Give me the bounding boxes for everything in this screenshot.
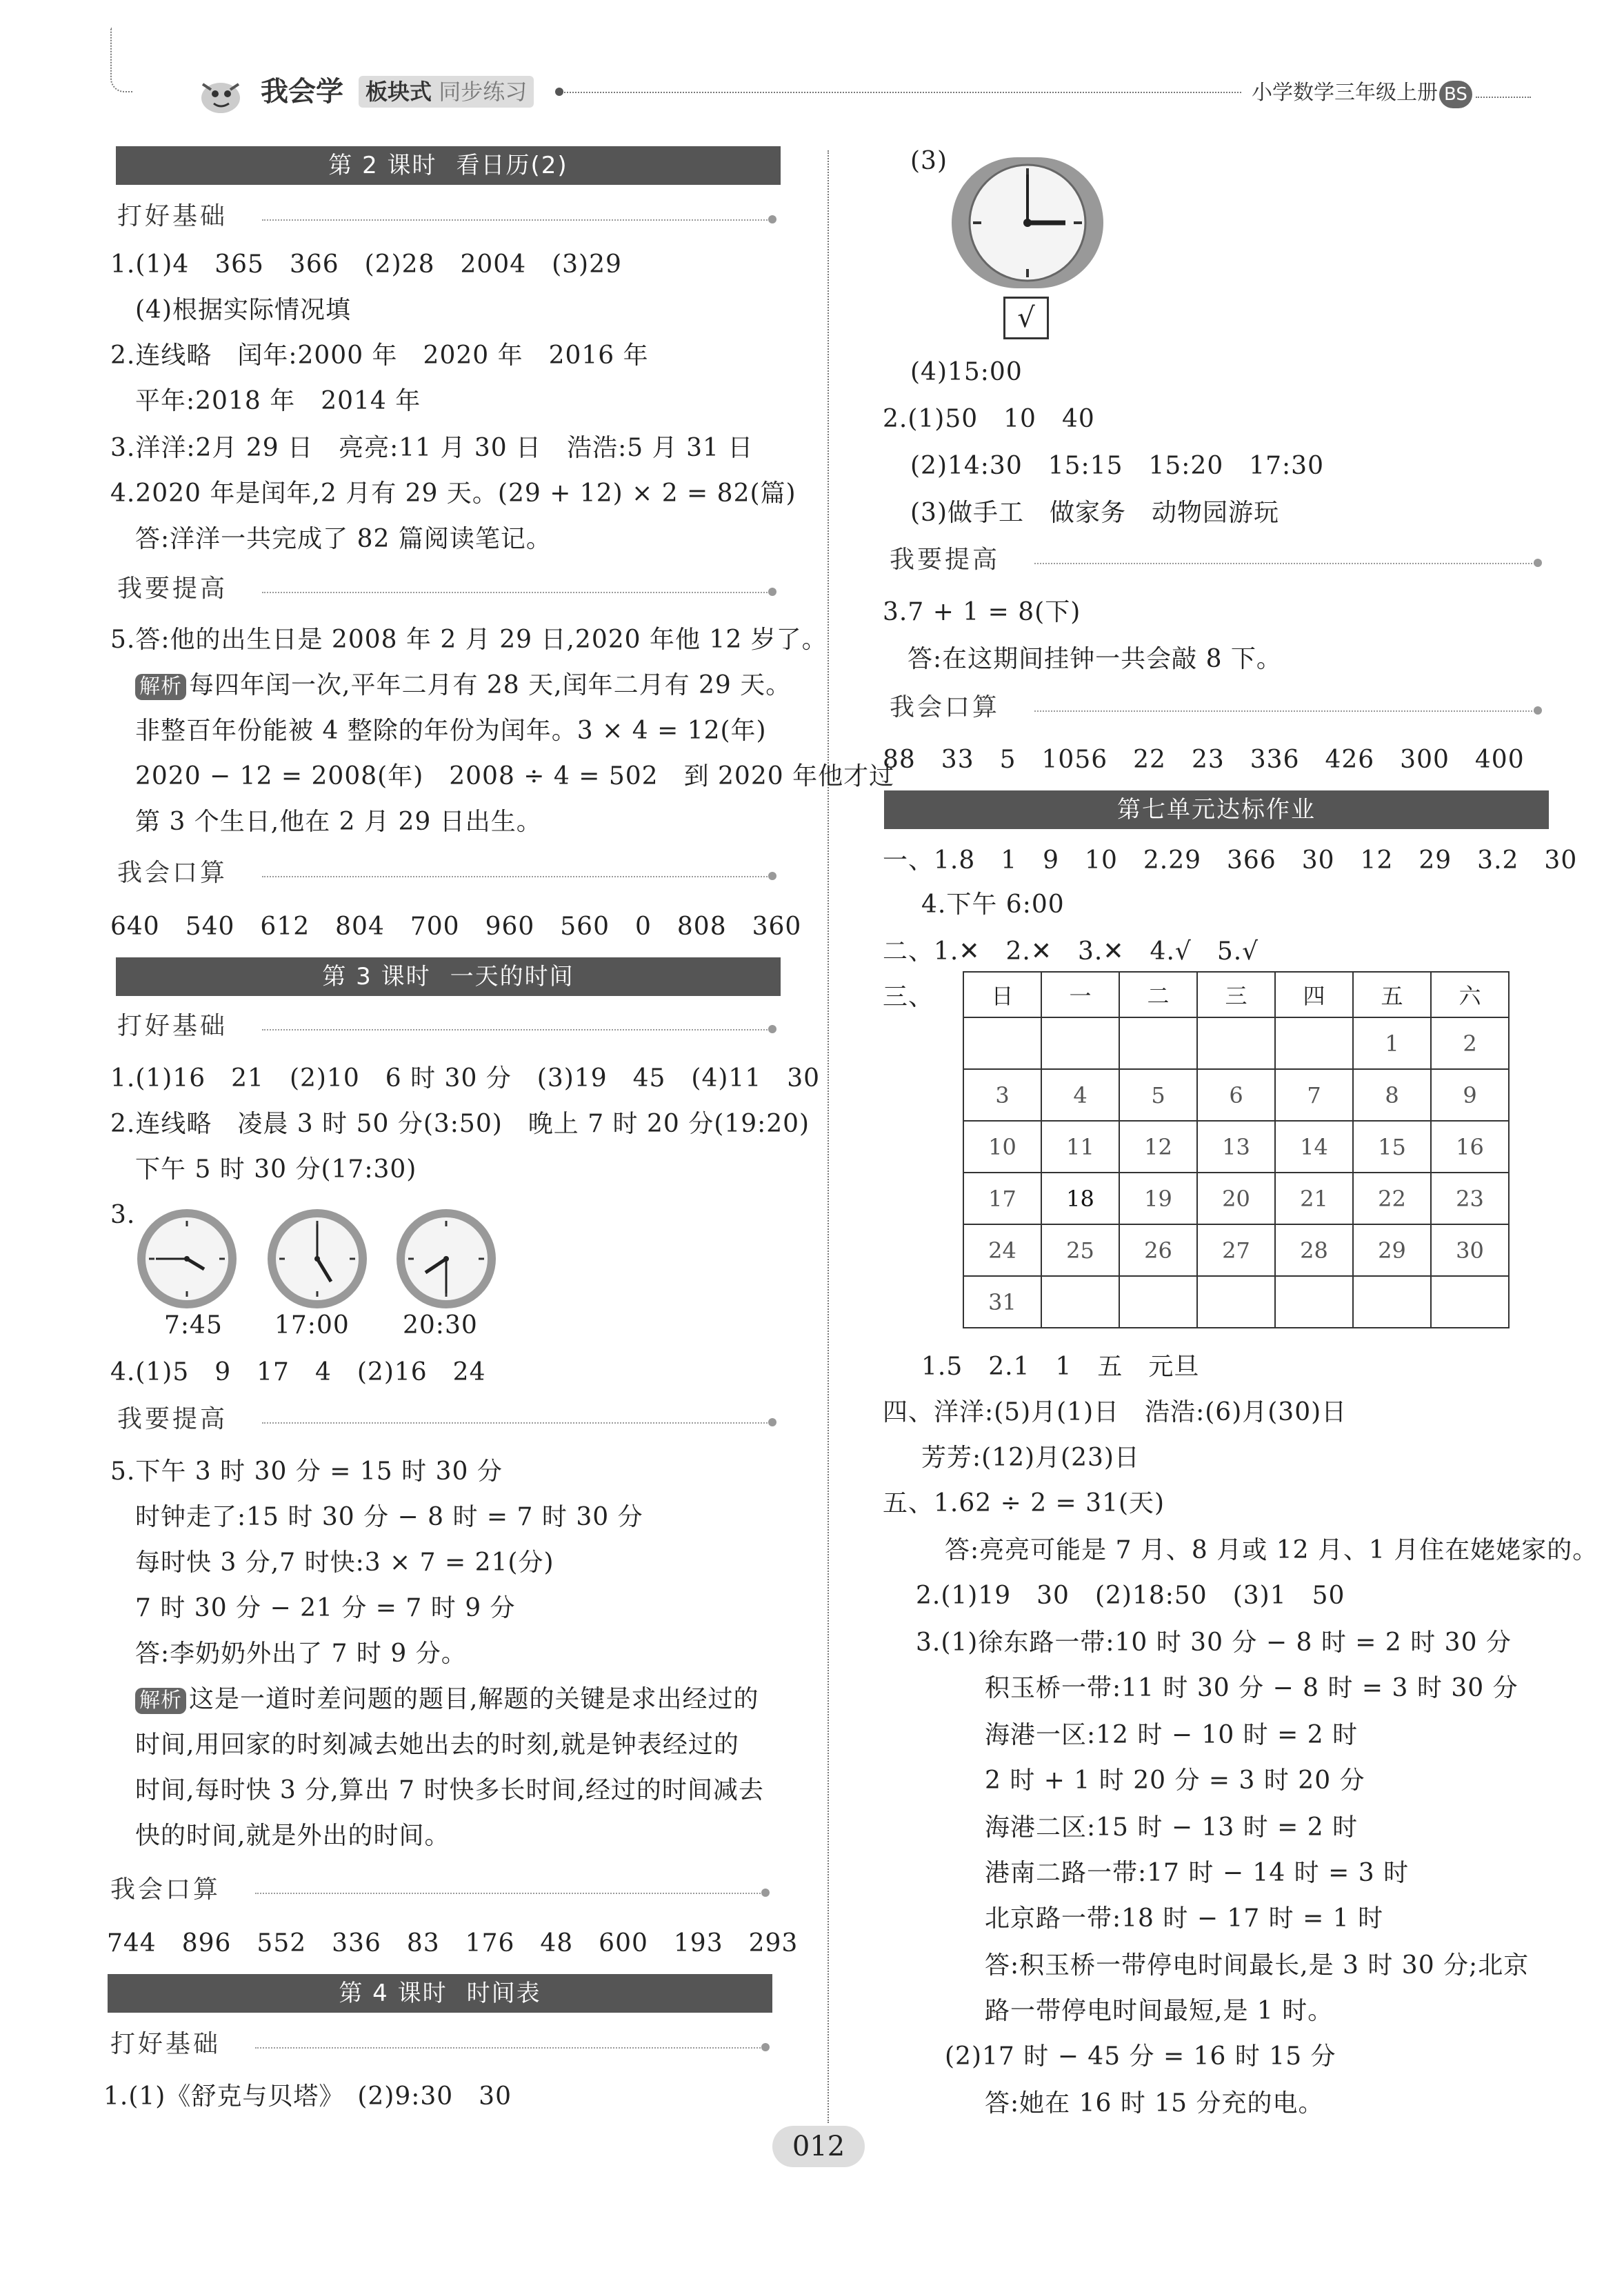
u-p2: 二、1.✕ 2.✕ 3.✕ 4.√ 5.√ xyxy=(883,937,1259,966)
clock-face xyxy=(135,1207,239,1313)
section-improve: 我要提高 xyxy=(890,546,1001,574)
lesson2-title-name: 看日历(2) xyxy=(456,152,568,179)
calendar-head-cell: 六 xyxy=(1431,972,1509,1017)
calendar-cell xyxy=(1197,1276,1275,1328)
l2-analysis-line3: 2020 − 12 = 2008(年) 2008 ÷ 4 = 502 到 2020 年他才过 xyxy=(135,762,895,790)
clock-label: 20:30 xyxy=(403,1311,478,1339)
section-dot xyxy=(768,872,776,880)
calendar-head-cell: 四 xyxy=(1275,972,1353,1017)
u-p5n: 答:她在 16 时 15 分充的电。 xyxy=(985,2089,1324,2118)
edition-badge: BS xyxy=(1439,81,1472,108)
clock-1700-icon xyxy=(265,1207,369,1311)
calendar-cell: 26 xyxy=(1119,1224,1197,1276)
subject-label: 小学数学三年级上册 xyxy=(1252,81,1438,105)
l3-analysis-line2: 时间,用回家的时刻减去她出去的时刻,就是钟表经过的 xyxy=(135,1731,739,1759)
u-p5h: 海港二区:15 时 − 13 时 = 2 时 xyxy=(985,1813,1359,1842)
calendar-cell: 20 xyxy=(1197,1173,1275,1224)
calendar-head-cell: 一 xyxy=(1041,972,1119,1017)
section-dot xyxy=(761,2043,770,2051)
l2-q1b: (4)根据实际情况填 xyxy=(135,296,351,324)
r-oral: 88 33 5 1056 22 23 336 426 300 400 xyxy=(883,746,1525,774)
l3-q2a: 2.连线略 凌晨 3 时 50 分(3:50) 晚上 7 时 20 分(19:20) xyxy=(110,1110,810,1138)
l3-analysis-line1 xyxy=(135,1684,759,1715)
section-dot xyxy=(768,215,776,223)
section-improve: 我要提高 xyxy=(117,575,228,603)
section-basics: 打好基础 xyxy=(117,202,228,230)
column-divider xyxy=(828,150,829,2123)
unit7-title: 第七单元达标作业 xyxy=(1117,796,1316,824)
l3-q5e: 答:李奶奶外出了 7 时 9 分。 xyxy=(135,1640,467,1668)
section-dot xyxy=(768,1418,776,1426)
section-basics: 打好基础 xyxy=(110,2030,221,2058)
u-p5i: 港南二路一带:17 时 − 14 时 = 3 时 xyxy=(985,1859,1410,1887)
l3-analysis-line3: 时间,每时快 3 分,算出 7 时快多长时间,经过的时间减去 xyxy=(135,1776,764,1804)
lesson4-title-num: 第 4 课时 xyxy=(339,1980,448,2007)
brand-title: 我会学 xyxy=(261,76,343,108)
u-p5j: 北京路一带:18 时 − 17 时 = 1 时 xyxy=(985,1904,1384,1933)
calendar-cell: 16 xyxy=(1431,1121,1509,1173)
clock-label: 17:00 xyxy=(274,1311,350,1339)
section-rule xyxy=(1034,563,1538,564)
section-oral: 我会口算 xyxy=(110,1875,221,1904)
u-p5e: 积玉桥一带:11 时 30 分 − 8 时 = 3 时 30 分 xyxy=(985,1674,1518,1702)
r-q3b: 答:在这期间挂钟一共会敲 8 下。 xyxy=(908,645,1282,673)
calendar-row xyxy=(963,1069,1509,1121)
lesson2-title-band xyxy=(116,146,781,185)
calendar-cell: 2 xyxy=(1431,1017,1509,1069)
u-p4b: 芳芳:(12)月(23)日 xyxy=(921,1444,1140,1472)
calendar-head-cell: 五 xyxy=(1353,972,1431,1017)
clock-face xyxy=(265,1207,369,1313)
calendar-cell xyxy=(1197,1017,1275,1069)
analysis-tag: 解析 xyxy=(135,1688,186,1714)
calendar-cell: 13 xyxy=(1197,1121,1275,1173)
u-p1b: 4.下午 6:00 xyxy=(921,890,1065,919)
clock-745-icon xyxy=(135,1207,239,1311)
calendar-cell xyxy=(1353,1276,1431,1328)
r-q3-label: (3) xyxy=(910,147,948,175)
calendar-cell: 3 xyxy=(963,1069,1041,1121)
r-q2c: (3)做手工 做家务 动物园游玩 xyxy=(910,499,1279,527)
u-p3b: 1.5 2.1 1 五 元旦 xyxy=(921,1353,1200,1381)
l2-q2a: 2.连线略 闰年:2000 年 2020 年 2016 年 xyxy=(110,341,649,370)
section-rule xyxy=(262,1029,772,1030)
u-p1a: 一、1.8 1 9 10 2.29 366 30 12 29 3.2 30 xyxy=(883,846,1578,875)
l3-analysis-text1: 这是一道时差问题的题目,解题的关键是求出经过的 xyxy=(189,1685,759,1713)
section-oral: 我会口算 xyxy=(890,693,1001,721)
series-subtitle: 同步练习 xyxy=(439,79,528,105)
u-p5k: 答:积玉桥一带停电时间最长,是 3 时 30 分;北京 xyxy=(985,1951,1530,1980)
calendar-cell: 8 xyxy=(1353,1069,1431,1121)
l3-q3: 3. xyxy=(110,1201,136,1229)
l3-analysis-line4: 快的时间,就是外出的时间。 xyxy=(135,1822,450,1850)
lesson3-title-num: 第 3 课时 xyxy=(322,963,431,990)
calendar-cell: 30 xyxy=(1431,1224,1509,1276)
large-clock xyxy=(945,150,1110,298)
section-rule xyxy=(262,1422,772,1424)
section-rule xyxy=(262,876,772,877)
calendar-cell: 4 xyxy=(1041,1069,1119,1121)
calendar-cell: 5 xyxy=(1119,1069,1197,1121)
l2-q4b: 答:洋洋一共完成了 82 篇阅读笔记。 xyxy=(135,525,552,553)
section-dot xyxy=(761,1889,770,1897)
u-p5a: 五、1.62 ÷ 2 = 31(天) xyxy=(883,1489,1165,1517)
calendar-head-cell: 三 xyxy=(1197,972,1275,1017)
calendar-row xyxy=(963,1276,1509,1328)
l2-q3: 3.洋洋:2月 29 日 亮亮:11 月 30 日 浩浩:5 月 31 日 xyxy=(110,434,754,462)
u-p4a: 四、洋洋:(5)月(1)日 浩浩:(6)月(30)日 xyxy=(883,1398,1347,1426)
calendar-cell: 7 xyxy=(1275,1069,1353,1121)
calendar-cell xyxy=(1041,1017,1119,1069)
section-oral: 我会口算 xyxy=(117,859,228,887)
u-p5g: 2 时 + 1 时 20 分 = 3 时 20 分 xyxy=(985,1766,1365,1795)
calendar-row xyxy=(963,1017,1509,1069)
calendar-cell: 14 xyxy=(1275,1121,1353,1173)
section-dot xyxy=(1534,706,1542,715)
clock-2030-icon xyxy=(394,1207,498,1311)
calendar-cell: 28 xyxy=(1275,1224,1353,1276)
u-p3: 三、 xyxy=(883,983,934,1011)
section-improve: 我要提高 xyxy=(117,1405,228,1433)
lesson4-title-name: 时间表 xyxy=(466,1980,541,2007)
header-rule-left xyxy=(559,92,1241,93)
u-p5d: 3.(1)徐东路一带:10 时 30 分 − 8 时 = 2 时 30 分 xyxy=(916,1628,1512,1657)
calendar-cell: 10 xyxy=(963,1121,1041,1173)
calendar-row xyxy=(963,1121,1509,1173)
calendar-cell: 29 xyxy=(1353,1224,1431,1276)
r-q2b: (2)14:30 15:15 15:20 17:30 xyxy=(910,452,1324,480)
l3-q5a: 5.下午 3 时 30 分 = 15 时 30 分 xyxy=(110,1457,503,1486)
calendar-cell xyxy=(963,1017,1041,1069)
unit7-title-band xyxy=(884,790,1549,829)
calendar-cell xyxy=(1119,1017,1197,1069)
calendar-cell: 17 xyxy=(963,1173,1041,1224)
calendar-cell: 18 xyxy=(1041,1173,1119,1224)
section-rule xyxy=(255,1893,765,1894)
calendar-cell: 24 xyxy=(963,1224,1041,1276)
l2-analysis-line4: 第 3 个生日,他在 2 月 29 日出生。 xyxy=(135,808,542,836)
l2-analysis-line1 xyxy=(135,670,791,701)
calendar-head-cell: 二 xyxy=(1119,972,1197,1017)
l2-analysis-text1: 每四年闰一次,平年二月有 28 天,闰年二月有 29 天。 xyxy=(189,671,792,699)
calendar-cell xyxy=(1041,1276,1119,1328)
calendar-cell: 9 xyxy=(1431,1069,1509,1121)
calendar-cell: 15 xyxy=(1353,1121,1431,1173)
calendar-cell: 6 xyxy=(1197,1069,1275,1121)
mascot-icon xyxy=(193,74,248,116)
l3-q5b: 时钟走了:15 时 30 分 − 8 时 = 7 时 30 分 xyxy=(135,1503,643,1531)
calendar-head-cell: 日 xyxy=(963,972,1041,1017)
calendar-table xyxy=(963,971,1510,1328)
section-dot xyxy=(768,1025,776,1033)
calendar-cell: 11 xyxy=(1041,1121,1119,1173)
calendar-cell xyxy=(1119,1276,1197,1328)
section-basics: 打好基础 xyxy=(117,1012,228,1040)
section-rule xyxy=(262,219,772,221)
lesson3-title-band xyxy=(116,957,781,996)
answer-check-box: √ xyxy=(1003,297,1049,339)
l2-analysis-line2: 非整百年份能被 4 整除的年份为闰年。3 × 4 = 12(年) xyxy=(135,717,767,745)
page-number: 012 xyxy=(772,2126,865,2167)
l2-q5: 5.答:他的出生日是 2008 年 2 月 29 日,2020 年他 12 岁了。 xyxy=(110,626,828,654)
series-title: 板块式 xyxy=(365,79,432,105)
clock-label: 7:45 xyxy=(164,1311,223,1339)
lesson4-title-band xyxy=(108,1974,772,2013)
l3-q4: 4.(1)5 9 17 4 (2)16 24 xyxy=(110,1358,486,1386)
l3-q5d: 7 时 30 分 − 21 分 = 7 时 9 分 xyxy=(135,1594,516,1622)
u-p5l: 路一带停电时间最短,是 1 时。 xyxy=(985,1997,1334,2025)
calendar-cell xyxy=(1431,1276,1509,1328)
calendar-cell: 25 xyxy=(1041,1224,1119,1276)
l4-q1: 1.(1)《舒克与贝塔》 (2)9:30 30 xyxy=(103,2082,512,2111)
r-q4: (4)15:00 xyxy=(910,358,1023,386)
l2-q1a: 1.(1)4 365 366 (2)28 2004 (3)29 xyxy=(110,250,622,279)
analysis-tag: 解析 xyxy=(135,674,186,700)
header-dot xyxy=(555,88,563,96)
section-dot xyxy=(768,588,776,596)
section-rule xyxy=(255,2047,765,2049)
calendar-cell: 21 xyxy=(1275,1173,1353,1224)
u-p5c: 2.(1)19 30 (2)18:50 (3)1 50 xyxy=(916,1582,1345,1610)
u-p5m: (2)17 时 − 45 分 = 16 时 15 分 xyxy=(945,2042,1336,2071)
series-badge xyxy=(359,76,534,108)
section-dot xyxy=(1534,559,1542,567)
section-rule xyxy=(1034,710,1538,712)
u-p5f: 海港一区:12 时 − 10 时 = 2 时 xyxy=(985,1721,1359,1749)
section-rule xyxy=(262,592,772,593)
lesson2-title-num: 第 2 课时 xyxy=(328,152,437,179)
lesson3-title-name: 一天的时间 xyxy=(450,963,574,990)
l3-q5c: 每时快 3 分,7 时快:3 × 7 = 21(分) xyxy=(135,1548,554,1577)
calendar-row xyxy=(963,1173,1509,1224)
calendar-cell: 31 xyxy=(963,1276,1041,1328)
l3-q1: 1.(1)16 21 (2)10 6 时 30 分 (3)19 45 (4)11 30 xyxy=(110,1064,821,1093)
header-rule-right xyxy=(1476,97,1531,98)
r-q3a: 3.7 + 1 = 8(下) xyxy=(883,598,1081,626)
l2-q2b: 平年:2018 年 2014 年 xyxy=(135,387,421,415)
calendar-cell xyxy=(1275,1276,1353,1328)
header-bracket xyxy=(110,28,132,92)
r-q2a: 2.(1)50 10 40 xyxy=(883,405,1095,433)
calendar-cell: 12 xyxy=(1119,1121,1197,1173)
calendar-cell: 19 xyxy=(1119,1173,1197,1224)
l2-oral: 640 540 612 804 700 960 560 0 808 360 xyxy=(110,913,802,941)
calendar-row xyxy=(963,1224,1509,1276)
clock-face xyxy=(394,1207,498,1313)
calendar-cell: 22 xyxy=(1353,1173,1431,1224)
u-p5b: 答:亮亮可能是 7 月、8 月或 12 月、1 月住在姥姥家的。 xyxy=(945,1536,1598,1564)
calendar-cell: 1 xyxy=(1353,1017,1431,1069)
calendar-cell: 23 xyxy=(1431,1173,1509,1224)
calendar-cell: 27 xyxy=(1197,1224,1275,1276)
calendar-head-row xyxy=(963,972,1509,1017)
clock-1500-icon xyxy=(945,150,1110,295)
l2-q4a: 4.2020 年是闰年,2 月有 29 天。(29 + 12) × 2 = 82(篇) xyxy=(110,479,796,508)
l3-oral: 744 896 552 336 83 176 48 600 193 293 xyxy=(107,1929,799,1958)
l3-q2b: 下午 5 时 30 分(17:30) xyxy=(135,1155,417,1184)
calendar-cell xyxy=(1275,1017,1353,1069)
